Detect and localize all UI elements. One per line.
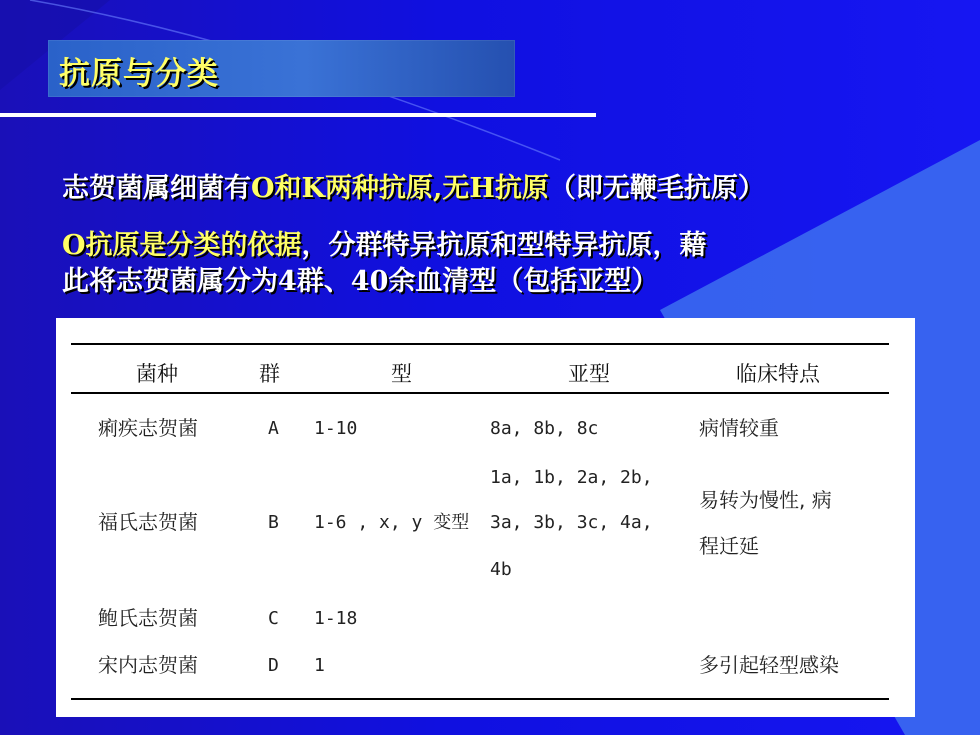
line1-highlight: O和K两种抗原,无H抗原 bbox=[251, 173, 549, 204]
row3-species: 鲍氏志贺菌 bbox=[98, 606, 198, 630]
row1-type: 1-10 bbox=[314, 418, 358, 439]
row2-subtype-line1: 1a, 1b, 2a, 2b, bbox=[490, 467, 653, 488]
row3-group: C bbox=[268, 608, 279, 629]
body-line-1 bbox=[62, 166, 765, 205]
table-header-rule bbox=[71, 392, 889, 394]
header-subtype: 亚型 bbox=[568, 362, 610, 386]
table-bottom-rule bbox=[71, 698, 889, 700]
row2-clinical-line1: 易转为慢性, 病 bbox=[699, 488, 832, 512]
header-type: 型 bbox=[391, 362, 412, 386]
row1-clinical: 病情较重 bbox=[699, 416, 779, 440]
slide-title: 抗原与分类 bbox=[59, 56, 219, 92]
body-line-3: 此将志贺菌属分为4群、40余血清型（包括亚型） bbox=[62, 266, 659, 297]
line1-suffix: （即无鞭毛抗原） bbox=[548, 173, 765, 204]
title-bar bbox=[48, 40, 515, 97]
row4-clinical: 多引起轻型感染 bbox=[699, 653, 839, 677]
line2-suffix: ，分群特异抗原和型特异抗原，藉 bbox=[301, 230, 707, 261]
title-underline bbox=[0, 113, 596, 117]
row4-type: 1 bbox=[314, 655, 325, 676]
row4-species: 宋内志贺菌 bbox=[98, 653, 198, 677]
row2-subtype-line3: 4b bbox=[490, 559, 512, 580]
header-clinical: 临床特点 bbox=[736, 362, 820, 386]
header-species: 菌种 bbox=[136, 362, 178, 386]
row4-group: D bbox=[268, 655, 279, 676]
line1-prefix: 志贺菌属细菌有 bbox=[62, 173, 251, 204]
table-panel bbox=[56, 318, 915, 717]
row1-subtype: 8a, 8b, 8c bbox=[490, 418, 599, 439]
row2-group: B bbox=[268, 512, 279, 533]
row2-type: 1-6 , x, y 变型 bbox=[314, 512, 470, 533]
table-top-rule bbox=[71, 343, 889, 345]
body-line-2 bbox=[62, 223, 707, 262]
line2-highlight: O抗原是分类的依据 bbox=[62, 230, 302, 261]
row1-group: A bbox=[268, 418, 279, 439]
row1-species: 痢疾志贺菌 bbox=[98, 416, 198, 440]
row3-type: 1-18 bbox=[314, 608, 358, 629]
header-group: 群 bbox=[259, 362, 280, 386]
row2-subtype-line2: 3a, 3b, 3c, 4a, bbox=[490, 512, 653, 533]
row2-clinical-line2: 程迁延 bbox=[699, 534, 759, 558]
row2-species: 福氏志贺菌 bbox=[98, 510, 198, 534]
